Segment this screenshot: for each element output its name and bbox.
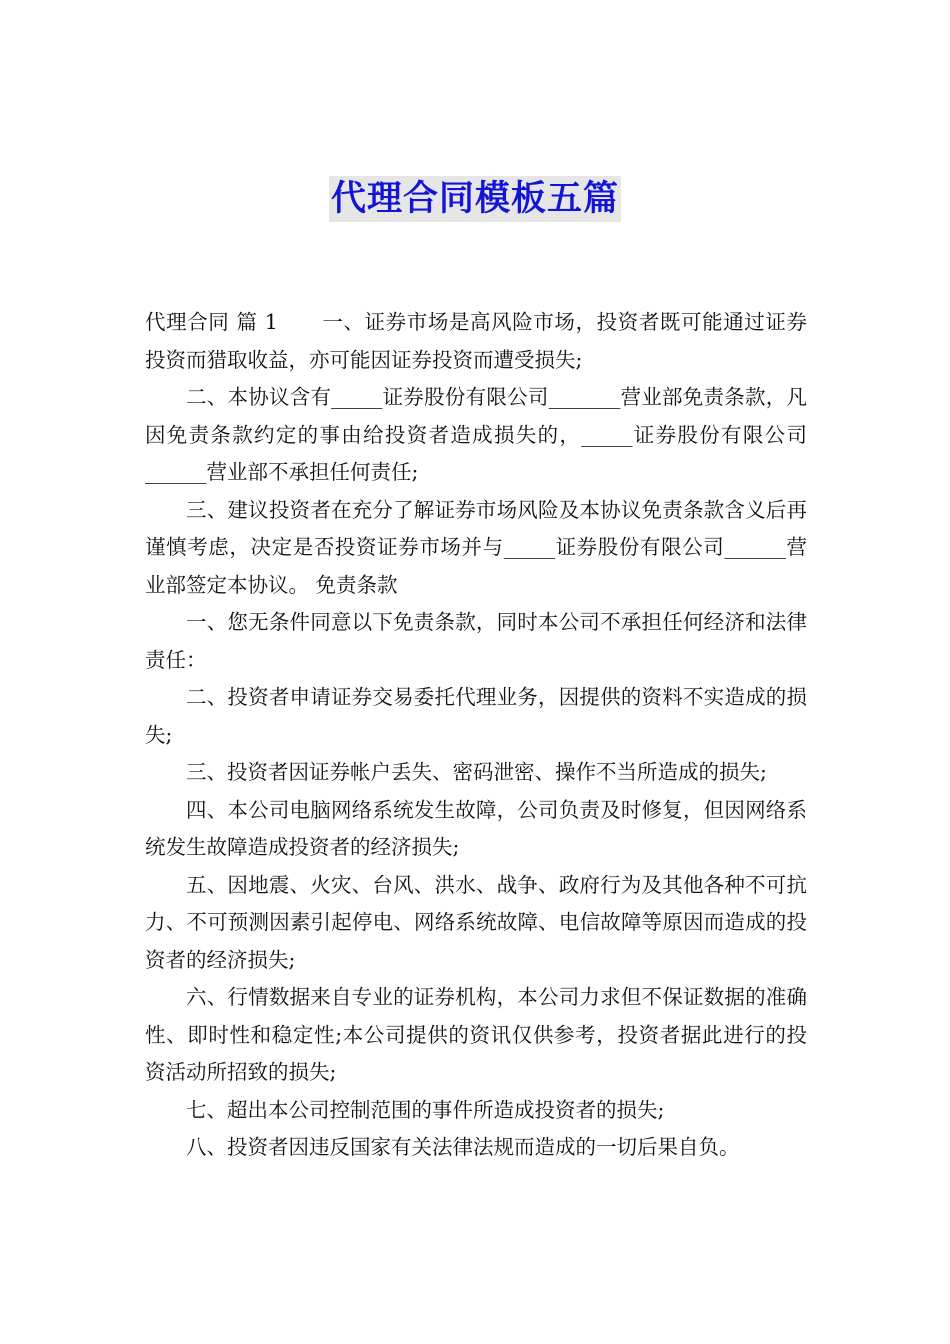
title-container xyxy=(0,176,950,222)
paragraph-2: 二、本协议含有_____证券股份有限公司_______营业部免责条款，凡因免责条款约定的事由给投资者造成损失的，_____证券股份有限公司______营业部不承担任何责任; xyxy=(145,385,807,484)
paragraph-11: 八、投资者因违反国家有关法律法规而造成的一切后果自负。 xyxy=(186,1135,740,1159)
document-title: 代理合同模板五篇 xyxy=(329,176,621,222)
paragraph-7: 四、本公司电脑网络系统发生故障，公司负责及时修复，但因网络系统发生故障造成投资者的经济损失; xyxy=(145,797,807,859)
paragraph-8: 五、因地震、火灾、台风、洪水、战争、政府行为及其他各种不可抗力、不可预测因素引起停电、网络系统故障、电信故障等原因而造成的投资者的经济损失; xyxy=(145,872,807,972)
paragraph-1 xyxy=(145,304,807,379)
paragraph-10: 七、超出本公司控制范围的事件所造成投资者的损失; xyxy=(186,1097,665,1122)
section-label: 代理合同 篇 1 xyxy=(145,310,278,334)
paragraph-text: 一、证券市场是高风险市场，投资者既可能通过证券投资而猎取收益，亦可能因证券投资而遭受损失; xyxy=(145,310,808,372)
paragraph-3: 三、建议投资者在充分了解证券市场风险及本协议免责条款含义后再谨慎考虑，决定是否投资证券市场并与_____证券股份有限公司______营业部签定本协议。 免责条款 xyxy=(145,497,807,597)
paragraph-5: 二、投资者申请证券交易委托代理业务，因提供的资料不实造成的损失; xyxy=(145,685,807,747)
paragraph-6: 三、投资者因证券帐户丢失、密码泄密、操作不当所造成的损失; xyxy=(186,760,767,784)
paragraph-4: 一、您无条件同意以下免责条款，同时本公司不承担任何经济和法律责任： xyxy=(145,610,807,672)
document-body xyxy=(145,304,807,1167)
paragraph-9: 六、行情数据来自专业的证券机构，本公司力求但不保证数据的准确性、即时性和稳定性;本公司提供的资讯仅供参考，投资者据此进行的投资活动所招致的损失; xyxy=(145,985,807,1084)
